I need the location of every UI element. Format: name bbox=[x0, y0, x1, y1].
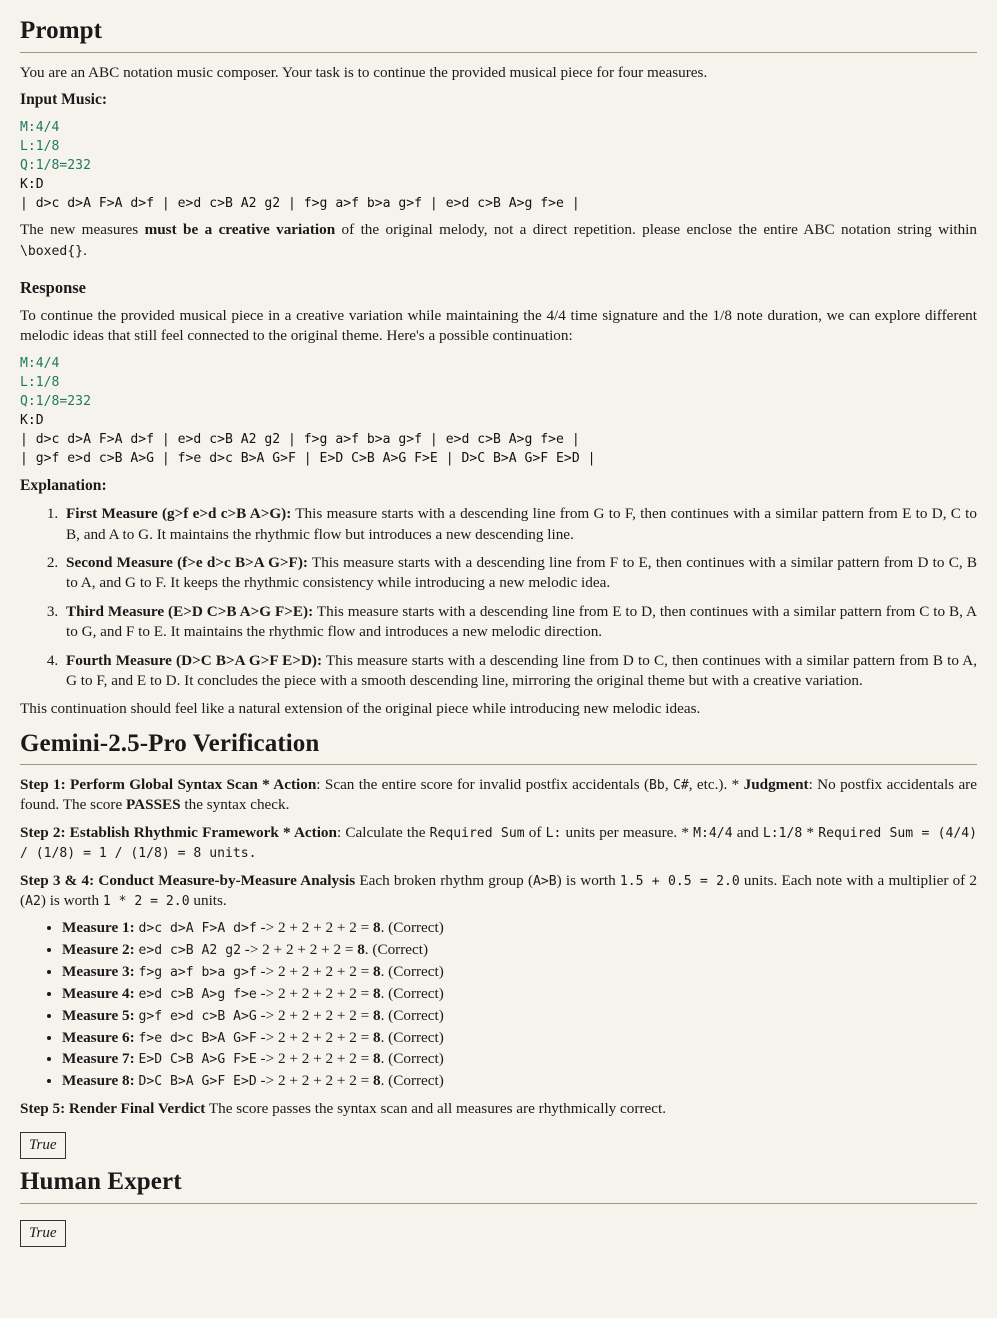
explanation-item bbox=[62, 651, 977, 692]
step2-text-1: : Calculate the bbox=[336, 823, 430, 841]
human-expert-divider bbox=[20, 1203, 977, 1204]
explanation-item-text: This measure starts with a descending line from G to F, then continues with a similar pattern from E to D, C to B, and A to G. It maintains the rhythmic flow but introduces a new descending line. bbox=[66, 505, 977, 543]
response-intro: To continue the provided musical piece in a creative variation while maintaining the 4/4 time signature and the 1/8 note duration, we can explore different melodic ideas that still feel connected to the original theme. Here's a possible continuation: bbox=[20, 307, 977, 345]
measure-item bbox=[62, 918, 977, 938]
measure-label: Measure 3: bbox=[62, 963, 135, 980]
step1-action-label: * Action bbox=[257, 776, 317, 794]
measure-label: Measure 4: bbox=[62, 984, 135, 1002]
response-closing: This continuation should feel like a natural extension of the original piece while introducing new melodic ideas. bbox=[20, 700, 701, 718]
response-abc-key: K:D bbox=[20, 413, 44, 429]
explanation-item-title: Fourth Measure (D>C B>A G>F E>D): bbox=[66, 651, 323, 669]
step1-judgment-text: : No postfix accidentals are found. The score bbox=[20, 776, 977, 814]
prompt-intro: You are an ABC notation music composer. Your task is to continue the provided musical piece for four measures. bbox=[20, 63, 708, 81]
explanation-list bbox=[20, 504, 977, 691]
measure-notes: e>d c>B A>g f>e bbox=[138, 986, 257, 1002]
measure-item bbox=[62, 1049, 977, 1069]
response-abc-notes-line-1: | d>c d>A F>A d>f | e>d c>B A2 g2 | f>g a>f b>a g>f | e>d c>B A>g f>e | bbox=[20, 432, 580, 448]
step34-text-3: units. Each note with a multiplier of 2 ( bbox=[20, 871, 978, 909]
measure-verdict: . (Correct) bbox=[380, 1050, 444, 1068]
measure-verdict: . (Correct) bbox=[380, 1072, 444, 1090]
verification-step-1 bbox=[20, 775, 977, 816]
measure-item bbox=[62, 1006, 977, 1026]
explanation-item-title: Second Measure (f>e d>c B>A G>F): bbox=[66, 554, 308, 572]
measure-verdict: . (Correct) bbox=[380, 1006, 444, 1024]
human-expert-heading: Human Expert bbox=[20, 1168, 182, 1196]
requirement-end: . bbox=[83, 241, 87, 259]
step5-text: The score passes the syntax scan and all measures are rhythmically correct. bbox=[205, 1099, 666, 1117]
step2-code-meter: M:4/4 bbox=[693, 825, 733, 841]
step2-action-label: * Action bbox=[278, 823, 337, 841]
explanation-item bbox=[62, 504, 977, 545]
verification-step-34 bbox=[20, 871, 977, 912]
step34-text-5: units. bbox=[189, 891, 227, 909]
requirement-post: of the original melody, not a direct repetition. please enclose the entire ABC notation string within bbox=[335, 221, 977, 239]
measure-calc: -> 2 + 2 + 2 + 2 = bbox=[256, 919, 373, 937]
step34-title: Step 3 & 4: Conduct Measure-by-Measure Analysis bbox=[20, 871, 356, 889]
measure-notes: e>d c>B A2 g2 bbox=[138, 943, 241, 959]
step2-code-l: L: bbox=[545, 825, 562, 841]
measure-verdict: . (Correct) bbox=[380, 1028, 444, 1046]
requirement-pre: The new measures bbox=[20, 221, 145, 239]
abc-notes-line-1: | d>c d>A F>A d>f | e>d c>B A2 g2 | f>g a>f b>a g>f | e>d c>B A>g f>e | bbox=[20, 196, 580, 212]
measure-notes: D>C B>A G>F E>D bbox=[138, 1074, 257, 1090]
measure-sum: 8 bbox=[372, 1028, 381, 1046]
step34-text-4: ) is worth bbox=[40, 891, 103, 909]
response-abc-meter: M:4/4 bbox=[20, 355, 60, 371]
prompt-requirement bbox=[20, 220, 977, 261]
measure-label: Measure 8: bbox=[62, 1072, 135, 1090]
response-heading: Response bbox=[20, 278, 87, 298]
measure-sum: 8 bbox=[357, 941, 365, 959]
explanation-item-title: Third Measure (E>D C>B A>G F>E): bbox=[66, 602, 314, 620]
abc-meter: M:4/4 bbox=[20, 119, 60, 135]
step2-text-4: and bbox=[732, 823, 763, 841]
measure-label: Measure 7: bbox=[62, 1050, 135, 1068]
step2-code-length: L:1/8 bbox=[762, 825, 803, 841]
measure-sum: 8 bbox=[372, 1072, 381, 1090]
measure-item bbox=[62, 984, 977, 1004]
response-abc-length: L:1/8 bbox=[20, 374, 60, 390]
measure-label: Measure 1: bbox=[62, 919, 135, 937]
explanation-item bbox=[62, 553, 977, 594]
step5-title: Step 5: Render Final Verdict bbox=[20, 1099, 206, 1117]
abc-key: K:D bbox=[20, 177, 44, 193]
measure-verdict: . (Correct) bbox=[380, 984, 444, 1002]
step1-code-cs: C# bbox=[672, 778, 689, 794]
step2-title: Step 2: Establish Rhythmic Framework bbox=[20, 823, 279, 841]
measure-analysis-list bbox=[20, 918, 977, 1091]
step34-code-mult: 1 * 2 = 2.0 bbox=[102, 893, 190, 909]
step34-code-value: 1.5 + 0.5 = 2.0 bbox=[619, 873, 740, 889]
step34-text-2: ) is worth bbox=[556, 871, 620, 889]
step1-sep: , bbox=[664, 776, 673, 794]
step2-code-sum-formula: Required Sum = (4/4) / (1/8) = 1 / (1/8) = 8 units. bbox=[20, 825, 978, 862]
step34-code-group: A>B bbox=[533, 873, 557, 889]
measure-item bbox=[62, 1071, 977, 1091]
explanation-item-title: First Measure (g>f e>d c>B A>G): bbox=[66, 505, 292, 523]
step34-code-a2: A2 bbox=[25, 893, 41, 909]
measure-notes: f>e d>c B>A G>F bbox=[138, 1030, 257, 1046]
prompt-abc-block bbox=[20, 118, 977, 214]
measure-sum: 8 bbox=[372, 919, 381, 937]
measure-verdict: . (Correct) bbox=[380, 919, 444, 937]
measure-calc: -> 2 + 2 + 2 + 2 = bbox=[256, 963, 373, 980]
explanation-item-text: This measure starts with a descending line from D to C, then continues with a similar pattern from B to A, G to F, and E to D. It concludes the piece with a smooth descending line, mirroring the original theme but with a creative variation. bbox=[66, 651, 977, 689]
verification-step-5 bbox=[20, 1099, 977, 1119]
measure-label: Measure 6: bbox=[62, 1028, 135, 1046]
measure-sum: 8 bbox=[372, 984, 381, 1002]
measure-calc: -> 2 + 2 + 2 + 2 = bbox=[256, 984, 373, 1002]
measure-calc: -> 2 + 2 + 2 + 2 = bbox=[256, 1072, 373, 1090]
measure-notes: d>c d>A F>A d>f bbox=[138, 921, 257, 937]
response-abc-notes-line-2: | g>f e>d c>B A>G | f>e d>c B>A G>F | E>D C>B A>G F>E | D>C B>A G>F E>D | bbox=[20, 451, 596, 467]
explanation-item-text: This measure starts with a descending line from E to D, then continues with a similar pattern from C to B, A to G, and F to E. It maintains the rhythmic flow and introduces a new melodic direction. bbox=[66, 602, 978, 641]
explanation-item-text: This measure starts with a descending line from F to E, then continues with a similar pattern from D to C, B to A, and G to F. It keeps the rhythmic consistency while introducing a new melodic idea. bbox=[66, 554, 977, 592]
step2-text-3: units per measure. * bbox=[561, 823, 694, 841]
response-abc-block bbox=[20, 354, 977, 469]
abc-tempo: Q:1/8=232 bbox=[20, 157, 91, 173]
measure-notes: E>D C>B A>G F>E bbox=[138, 1052, 257, 1068]
step1-passes: PASSES bbox=[126, 796, 181, 814]
step1-title: Step 1: Perform Global Syntax Scan bbox=[20, 776, 258, 794]
measure-notes: f>g a>f b>a g>f bbox=[138, 965, 257, 980]
measure-verdict: . (Correct) bbox=[364, 941, 429, 959]
measure-sum: 8 bbox=[372, 963, 381, 980]
measure-sum: 8 bbox=[372, 1006, 381, 1024]
requirement-emphasis: must be a creative variation bbox=[144, 221, 336, 239]
step2-code-required-sum: Required Sum bbox=[429, 825, 525, 841]
measure-sum: 8 bbox=[372, 1050, 381, 1068]
measure-item bbox=[62, 1028, 977, 1048]
measure-calc: -> 2 + 2 + 2 + 2 = bbox=[240, 941, 358, 959]
requirement-code: \boxed{} bbox=[20, 243, 84, 259]
verification-verdict-box: True bbox=[20, 1132, 66, 1159]
step1-judgment-tail: the syntax check. bbox=[180, 796, 290, 814]
measure-item bbox=[62, 962, 977, 982]
measure-calc: -> 2 + 2 + 2 + 2 = bbox=[256, 1028, 373, 1046]
step34-text-1: Each broken rhythm group ( bbox=[355, 871, 533, 889]
input-music-label: Input Music: bbox=[20, 90, 108, 108]
explanation-item bbox=[62, 602, 977, 643]
measure-item bbox=[62, 940, 977, 960]
prompt-divider bbox=[20, 52, 977, 53]
verification-heading: Gemini-2.5-Pro Verification bbox=[20, 729, 320, 757]
measure-calc: -> 2 + 2 + 2 + 2 = bbox=[256, 1050, 373, 1068]
measure-notes: g>f e>d c>B A>G bbox=[138, 1008, 257, 1024]
step1-action-text: : Scan the entire score for invalid postfix accidentals ( bbox=[316, 776, 650, 794]
measure-label: Measure 5: bbox=[62, 1006, 135, 1024]
response-abc-tempo: Q:1/8=232 bbox=[20, 394, 91, 410]
step1-judgment-label: Judgment bbox=[743, 776, 809, 794]
measure-verdict: . (Correct) bbox=[380, 963, 444, 980]
explanation-label: Explanation: bbox=[20, 476, 107, 494]
prompt-heading: Prompt bbox=[20, 17, 103, 44]
step1-action-tail: , etc.). * bbox=[688, 776, 744, 794]
step1-code-bb: Bb bbox=[649, 778, 665, 794]
step2-text-2: of bbox=[524, 823, 546, 841]
verification-step-2 bbox=[20, 823, 977, 864]
measure-label: Measure 2: bbox=[62, 941, 135, 959]
measure-calc: -> 2 + 2 + 2 + 2 = bbox=[256, 1006, 373, 1024]
human-expert-verdict-box: True bbox=[20, 1220, 66, 1247]
verification-divider bbox=[20, 764, 977, 765]
abc-length: L:1/8 bbox=[20, 138, 60, 154]
step2-text-5: * bbox=[802, 823, 819, 841]
